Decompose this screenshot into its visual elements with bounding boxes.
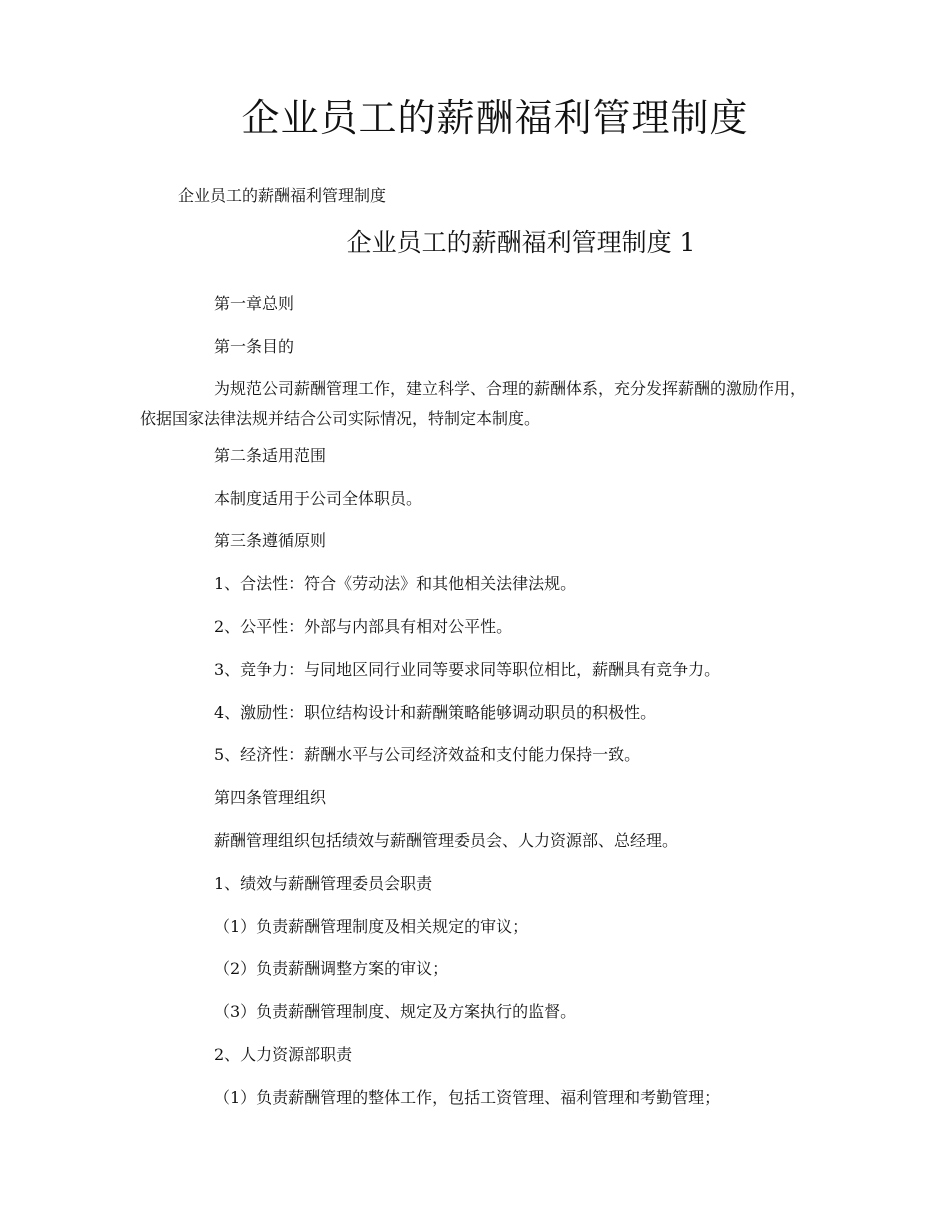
list-item: （2）负责薪酬调整方案的审议； — [214, 959, 449, 978]
article-heading: 第二条适用范围 — [214, 446, 327, 465]
list-item: 1、合法性：符合《劳动法》和其他相关法律法规。 — [214, 574, 577, 593]
body-paragraph: 薪酬管理组织包括绩效与薪酬管理委员会、人力资源部、总经理。 — [214, 831, 679, 850]
list-item: 4、激励性：职位结构设计和薪酬策略能够调动职员的积极性。 — [214, 703, 657, 722]
document-subtitle: 企业员工的薪酬福利管理制度 — [178, 186, 387, 205]
list-item: （1）负责薪酬管理制度及相关规定的审议； — [214, 917, 529, 936]
section-title: 企业员工的薪酬福利管理制度 1 — [346, 228, 696, 257]
article-heading: 第一条目的 — [214, 337, 295, 356]
list-item: 5、经济性：薪酬水平与公司经济效益和支付能力保持一致。 — [214, 745, 641, 764]
body-paragraph: 本制度适用于公司全体职员。 — [214, 489, 423, 508]
document-title: 企业员工的薪酬福利管理制度 — [241, 96, 749, 140]
list-item: 2、人力资源部职责 — [214, 1045, 353, 1064]
chapter-heading: 第一章总则 — [214, 294, 295, 313]
article-heading: 第四条管理组织 — [214, 788, 327, 807]
list-item: 1、绩效与薪酬管理委员会职责 — [214, 874, 433, 893]
list-item: （3）负责薪酬管理制度、规定及方案执行的监督。 — [214, 1002, 577, 1021]
list-item: （1）负责薪酬管理的整体工作，包括工资管理、福利管理和考勤管理； — [214, 1088, 721, 1107]
list-item: 3、竞争力：与同地区同行业同等要求同等职位相比，薪酬具有竞争力。 — [214, 660, 721, 679]
list-item: 2、公平性：外部与内部具有相对公平性。 — [214, 617, 513, 636]
article-heading: 第三条遵循原则 — [214, 531, 327, 550]
body-paragraph: 为规范公司薪酬管理工作，建立科学、合理的薪酬体系，充分发挥薪酬的激励作用，依据国家法律法规并结合公司实际情况，特制定本制度。 — [140, 379, 807, 428]
